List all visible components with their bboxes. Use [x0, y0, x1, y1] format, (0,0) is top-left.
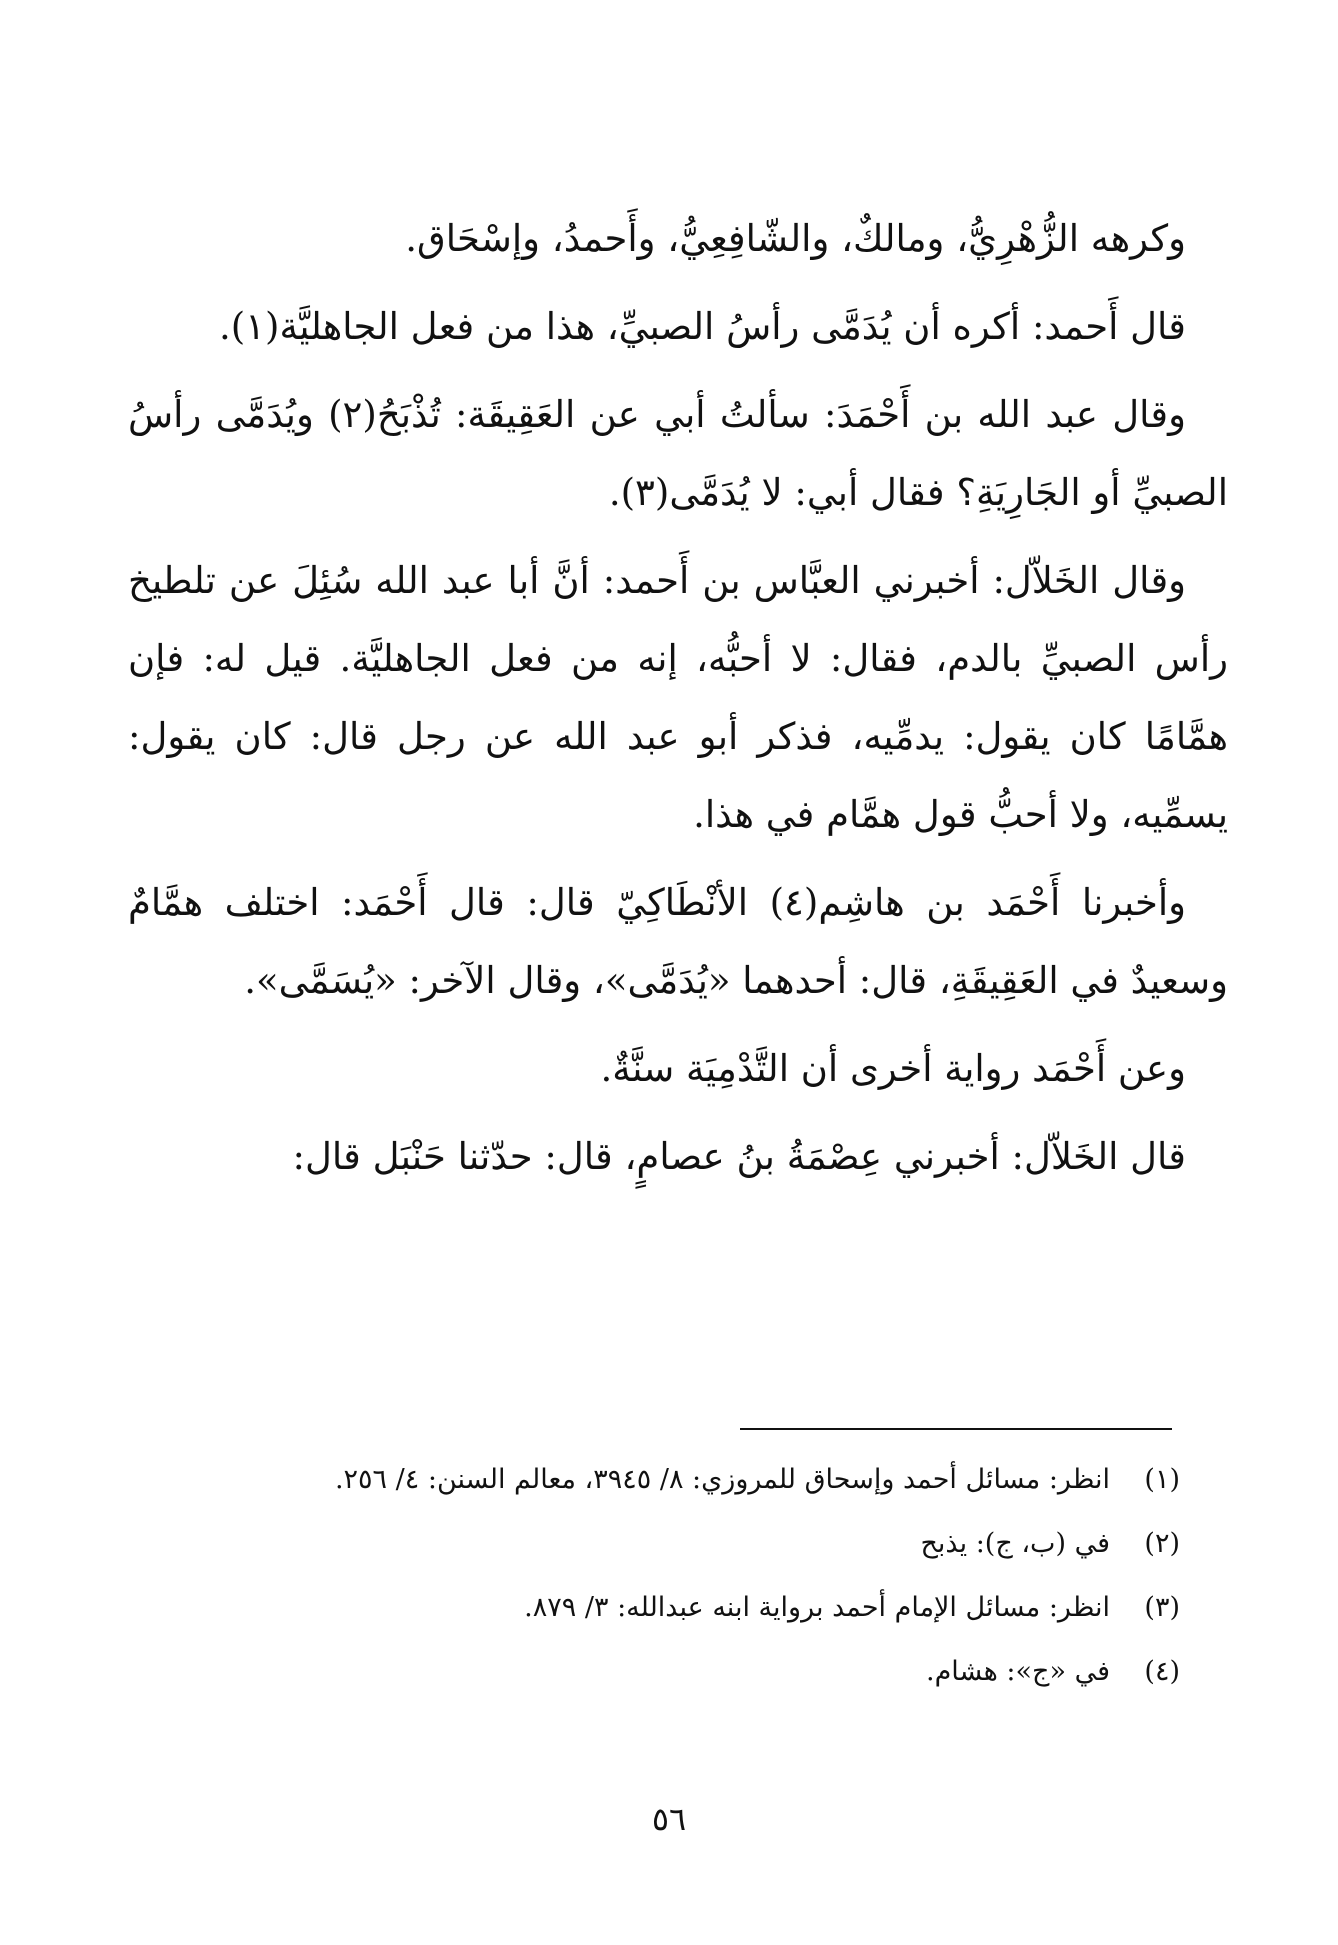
- paragraph-2: قال أَحمد: أكره أن يُدَمَّى رأسُ الصبيِّ، هذا من فعل الجاهليَّة(١).: [218, 305, 1186, 348]
- footnote-number: (٢): [1144, 1528, 1180, 1559]
- footnote-number: (٣): [1144, 1592, 1180, 1623]
- footnote-3: [150, 1576, 1180, 1640]
- footnote-number: (٤): [1144, 1656, 1180, 1687]
- footnote-text: في «ج»: هشام.: [926, 1656, 1110, 1687]
- paragraph-4: وقال الخَلاّل: أخبرني العبَّاس بن أَحمد: أنَّ أبا عبد الله سُئِلَ عن تلطيخ رأس الصبيِّ بالدم، فقال: لا أحبُّه، إنه من فعل الجاهليَّة. قيل له: فإن همَّامًا كان يقول: يدمِّيه، فذكر أبو عبد الله عن رجل قال: كان يقول: يسمِّيه، ولا أحبُّ قول همَّام في هذا.: [128, 559, 1228, 836]
- main-text: [128, 200, 1228, 1206]
- paragraph-5: وأخبرنا أَحْمَد بن هاشِم(٤) الأنْطَاكِيّ قال: قال أَحْمَد: اختلف همَّامٌ وسعيدٌ في العَقِيقَةِ، قال: أحدهما «يُدَمَّى»، وقال الآخر: «يُسَمَّى».: [128, 881, 1228, 1002]
- footnote-divider: [740, 1428, 1172, 1430]
- paragraph-3: وقال عبد الله بن أَحْمَدَ: سألتُ أبي عن العَقِيقَة: تُذْبَحُ(٢) ويُدَمَّى رأسُ الصبيِّ أو الجَارِيَةِ؟ فقال أبي: لا يُدَمَّى(٣).: [128, 393, 1228, 514]
- footnote-text: انظر: مسائل أحمد وإسحاق للمروزي: ٨/ ٣٩٤٥، معالم السنن: ٤/ ٢٥٦.: [334, 1464, 1110, 1495]
- footnote-2: [150, 1512, 1180, 1576]
- footnote-number: (١): [1144, 1464, 1180, 1495]
- footnote-1: [150, 1448, 1180, 1512]
- footnotes: [150, 1448, 1180, 1704]
- footnote-text: انظر: مسائل الإمام أحمد برواية ابنه عبدالله: ٣/ ٨٧٩.: [524, 1592, 1110, 1623]
- paragraph-7: قال الخَلاّل: أخبرني عِصْمَةُ بنُ عصامٍ، قال: حدّثنا حَنْبَل قال:: [292, 1135, 1186, 1178]
- footnote-text: في (ب، ج): يذبح: [920, 1528, 1110, 1559]
- paragraph-6: وعن أَحْمَد رواية أخرى أن التَّدْمِيَة سنَّةٌ.: [600, 1047, 1186, 1090]
- paragraph-1: وكرهه الزُّهْرِيُّ، ومالكٌ، والشّافِعِيُّ، وأَحمدُ، وإسْحَاق.: [405, 217, 1186, 260]
- page-number: ٥٦: [651, 1800, 687, 1838]
- footnote-4: [150, 1640, 1180, 1704]
